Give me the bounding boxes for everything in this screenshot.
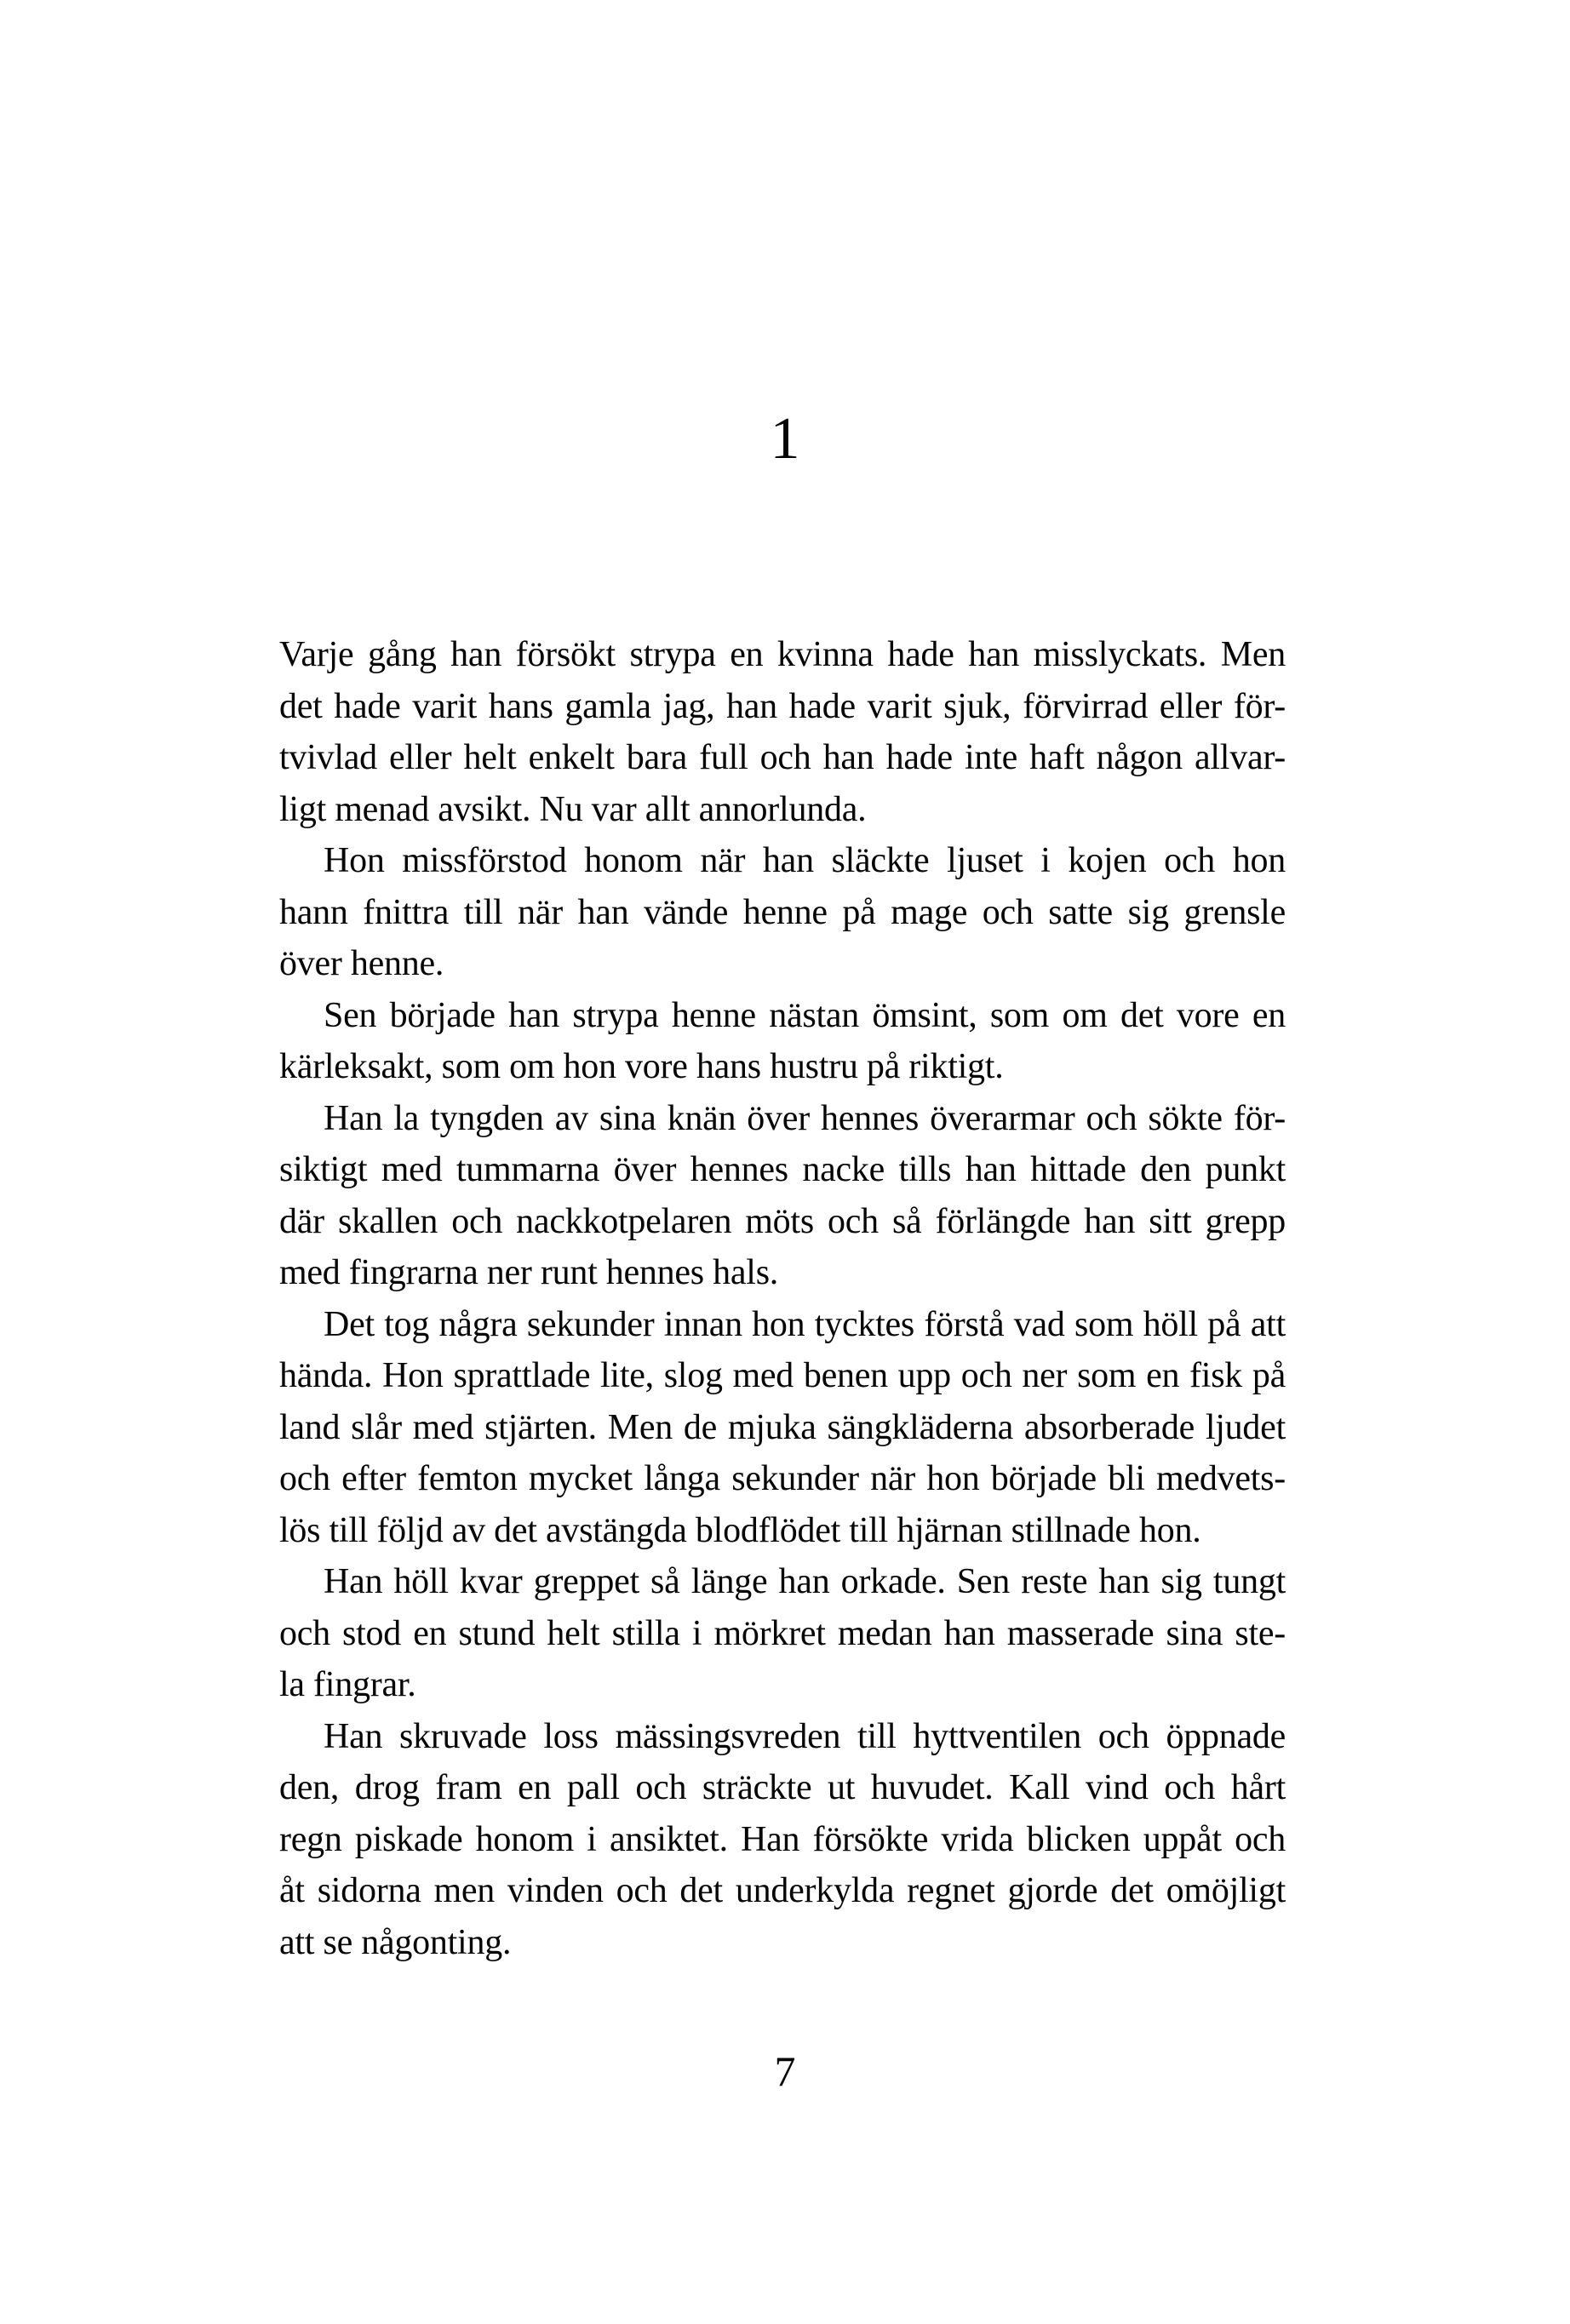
text-line: Han la tyngden av sina knän över hennes överarmar och sökte för- bbox=[324, 1098, 1286, 1138]
text-line: där skallen och nackkotpelaren möts och så förlängde han sitt grepp bbox=[279, 1201, 1286, 1241]
paragraph bbox=[279, 990, 1286, 1093]
paragraph bbox=[279, 1299, 1286, 1557]
text-line: la fingrar. bbox=[279, 1665, 416, 1704]
text-line: det hade varit hans gamla jag, han hade varit sjuk, förvirrad eller för- bbox=[279, 686, 1286, 726]
text-line: hända. Hon sprattlade lite, slog med benen upp och ner som en fisk på bbox=[279, 1356, 1286, 1395]
page-number: 7 bbox=[774, 2047, 796, 2095]
text-line: och stod en stund helt stilla i mörkret medan han masserade sina ste- bbox=[279, 1613, 1286, 1653]
text-line: hann fnittra till när han vände henne på mage och satte sig grensle bbox=[279, 892, 1286, 932]
text-line: åt sidorna men vinden och det underkylda regnet gjorde det omöjligt bbox=[279, 1871, 1286, 1910]
paragraph bbox=[279, 835, 1286, 990]
paragraph bbox=[279, 629, 1286, 835]
text-line: kärleksakt, som om hon vore hans hustru på riktigt. bbox=[279, 1047, 1004, 1086]
text-line: siktigt med tummarna över hennes nacke tills han hittade den punkt bbox=[279, 1150, 1286, 1189]
text-line: med fingrarna ner runt hennes hals. bbox=[279, 1253, 779, 1292]
text-line: Han höll kvar greppet så länge han orkade. Sen reste han sig tungt bbox=[324, 1562, 1286, 1601]
text-line: ligt menad avsikt. Nu var allt annorlunda. bbox=[279, 789, 867, 829]
text-line: och efter femton mycket långa sekunder när hon började bli medvets- bbox=[279, 1459, 1286, 1498]
text-line: Sen började han strypa henne nästan ömsint, som om det vore en bbox=[324, 995, 1286, 1035]
text-line: lös till följd av det avstängda blodflödet till hjärnan stillnade hon. bbox=[279, 1510, 1201, 1550]
text-line: Varje gång han försökt strypa en kvinna hade han misslyckats. Men bbox=[279, 635, 1286, 674]
body-text bbox=[279, 629, 1286, 1968]
text-line: över henne. bbox=[279, 944, 444, 983]
text-line: land slår med stjärten. Men de mjuka sängkläderna absorberade ljudet bbox=[279, 1407, 1286, 1447]
text-line: regn piskade honom i ansiktet. Han försökte vrida blicken uppåt och bbox=[279, 1819, 1286, 1859]
paragraph bbox=[279, 1556, 1286, 1711]
text-line: Det tog några sekunder innan hon tycktes förstå vad som höll på att bbox=[324, 1304, 1286, 1344]
text-line: att se någonting. bbox=[279, 1922, 512, 1962]
paragraph bbox=[279, 1711, 1286, 1969]
text-line: Hon missförstod honom när han släckte ljuset i kojen och hon bbox=[324, 841, 1286, 880]
text-line: den, drog fram en pall och sträckte ut huvudet. Kall vind och hårt bbox=[279, 1768, 1286, 1807]
paragraph bbox=[279, 1093, 1286, 1299]
chapter-number: 1 bbox=[770, 406, 800, 472]
text-line: tvivlad eller helt enkelt bara full och han hade inte haft någon allvar- bbox=[279, 738, 1286, 777]
text-line: Han skruvade loss mässingsvreden till hyttventilen och öppnade bbox=[324, 1716, 1286, 1756]
